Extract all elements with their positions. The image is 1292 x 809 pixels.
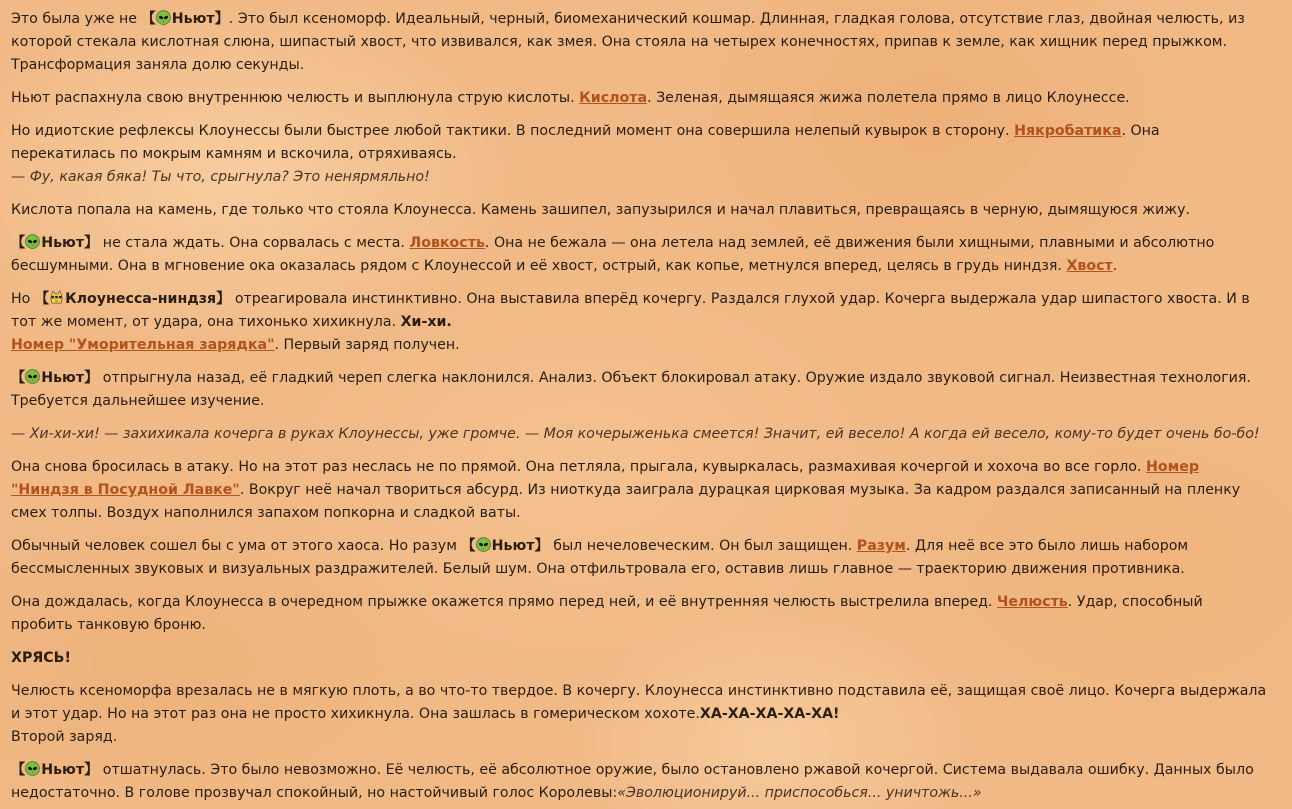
text: не стала ждать. Она сорвалась с места. <box>98 235 410 251</box>
dialogue-quote: — Хи-хи-хи! — захихикала кочерга в руках Клоунессы, уже громче. — Моя кочерыженька смеется! Значит, ей весело! А когда ей весело, кому-то будет очень бо-бо! <box>11 426 1260 442</box>
character-tag-newt[interactable]: 【 Ньют】 <box>461 538 549 554</box>
text: . Удар, способный пробить танковую броню. <box>11 594 1203 633</box>
skill-link-acid[interactable]: Кислота <box>579 90 648 106</box>
paragraph-12 <box>11 647 1268 670</box>
text: Обычный человек сошел бы с ума от этого хаоса. Но разум <box>11 538 462 554</box>
paragraph-6 <box>11 288 1268 357</box>
character-tag-clown[interactable]: 【 Клоунесса-ниндзя】 <box>34 291 231 307</box>
text: . Она перекатилась по мокрым камням и вскочила, отряхиваясь. <box>11 123 1160 162</box>
ninja-cat-icon <box>49 290 64 305</box>
paragraph-10 <box>11 535 1268 581</box>
text: отреагировала инстинктивно. Она выставила вперёд кочергу. Раздался глухой удар. Кочерга выдержала удар шипастого хвоста. И в тот же момент, от удара, она тихонько хихикнула. <box>11 291 1250 330</box>
skill-link-mind[interactable]: Разум <box>856 538 906 554</box>
skill-link-jaw[interactable]: Челюсть <box>996 594 1068 610</box>
text: Кислота попала на камень, где только что стояла Клоунесса. Камень зашипел, запузырился и начал плавиться, превращаясь в черную, дымящуюся жижу. <box>11 202 1190 218</box>
paragraph-14 <box>11 759 1268 805</box>
alien-icon <box>25 234 40 249</box>
sound-effect: ХРЯСЬ! <box>11 650 71 666</box>
text: Второй заряд. <box>11 729 118 745</box>
paragraph-13 <box>11 680 1268 749</box>
paragraph-11 <box>11 591 1268 637</box>
text: Но идиотские рефлексы Клоунессы были быстрее любой тактики. В последний момент она совершила нелепый кувырок в сторону. <box>11 123 1015 139</box>
sound-effect: Хи-хи. <box>400 314 452 330</box>
text: . Первый заряд получен. <box>274 337 460 353</box>
character-tag-newt[interactable]: 【 Ньют】 <box>141 11 229 27</box>
text: . Это был ксеноморф. Идеальный, черный, биомеханический кошмар. Длинная, гладкая голова, отсутствие глаз, двойная челюсть, из которой стекала кислотная слюна, шипастый хвост, что извивался, как змея. Она стояла на четырех конечностях, припав к земле, как хищник перед прыжком. Трансформация заняла долю секунды. <box>11 11 1245 73</box>
text: отшатнулась. Это было невозможно. Её челюсть, её абсолютное оружие, было остановлено ржавой кочергой. Система выдавала ошибку. Данных было недостаточно. В голове прозвучал спокойный, но настойчивый голос Королевы: <box>11 762 1254 801</box>
skill-link-tail[interactable]: Хвост <box>1066 258 1113 274</box>
paragraph-8 <box>11 423 1268 446</box>
skill-link-nyakrobatika[interactable]: Някробатика <box>1014 123 1122 139</box>
character-tag-newt[interactable]: 【 Ньют】 <box>11 370 99 386</box>
text: . Для неё все это было лишь набором бессмысленных звуковых и визуальных раздражителей. Белый шум. Она отфильтровала его, оставив лишь главное — траекторию движения противника. <box>11 538 1189 577</box>
text: . Она не бежала — она летела над землей, её движения были хищными, плавными и абсолютно бесшумными. Она в мгновение ока оказалась рядом с Клоунессой и её хвост, острый, как копье, метнулся вперед, целясь в грудь ниндзя. <box>11 235 1215 274</box>
alien-icon <box>25 761 40 776</box>
alien-icon <box>25 369 40 384</box>
text: Ньют распахнула свою внутреннюю челюсть и выплюнула струю кислоты. <box>11 90 580 106</box>
text: отпрыгнула назад, её гладкий череп слегка наклонился. Анализ. Объект блокировал атаку. Оружие издало звуковой сигнал. Неизвестная технология. Требуется дальнейшее изучение. <box>11 370 1251 409</box>
text: Но <box>11 291 35 307</box>
text: Это была уже не <box>11 11 142 27</box>
skill-link-ninja-v-posudnoy-lavke[interactable]: Номер "Ниндзя в Посудной Лавке" <box>11 459 1199 498</box>
text: был нечеловеческим. Он был защищен. <box>548 538 857 554</box>
paragraph-3 <box>11 120 1268 189</box>
paragraph-9 <box>11 456 1268 525</box>
paragraph-7 <box>11 367 1268 413</box>
skill-link-umoritelnaya-zaryadka[interactable]: Номер "Уморительная зарядка" <box>11 337 275 353</box>
dialogue-quote: «Эволюционируй... приспособься... уничтожь...» <box>617 785 982 801</box>
paragraph-4 <box>11 199 1268 222</box>
text: . Зеленая, дымящаяся жижа полетела прямо в лицо Клоунессе. <box>647 90 1130 106</box>
paragraph-1 <box>11 8 1268 77</box>
text: Она снова бросилась в атаку. Но на этот раз неслась не по прямой. Она петляла, прыгала, кувыркалась, размахивая кочергой и хохоча во все горло. <box>11 459 1146 475</box>
alien-icon <box>476 537 491 552</box>
skill-link-agility[interactable]: Ловкость <box>409 235 485 251</box>
text: . Вокруг неё начал твориться абсурд. Из ниоткуда заиграла дурацкая цирковая музыка. За кадром раздался записанный на пленку смех толпы. Воздух наполнился запахом попкорна и сладкой ваты. <box>11 482 1241 521</box>
dialogue-quote: — Фу, какая бяка! Ты что, срыгнула? Это ненярмяльно! <box>11 169 430 185</box>
character-tag-newt[interactable]: 【 Ньют】 <box>11 762 99 778</box>
sound-effect: ХА-ХА-ХА-ХА-ХА! <box>699 706 840 722</box>
text: Челюсть ксеноморфа врезалась не в мягкую плоть, а во что-то твердое. В кочергу. Клоунесса инстинктивно подставила её, защищая своё лицо. Кочерга выдержала и этот удар. Но на этот раз она не просто хихикнула. Она зашлась в гомерическом хохоте. <box>11 683 1267 722</box>
alien-icon <box>156 10 171 25</box>
paragraph-2 <box>11 87 1268 110</box>
text: . <box>1112 258 1118 274</box>
character-tag-newt[interactable]: 【 Ньют】 <box>11 235 99 251</box>
text: Она дождалась, когда Клоунесса в очередном прыжке окажется прямо перед ней, и её внутренняя челюсть выстрелила вперед. <box>11 594 997 610</box>
paragraph-5 <box>11 232 1268 278</box>
